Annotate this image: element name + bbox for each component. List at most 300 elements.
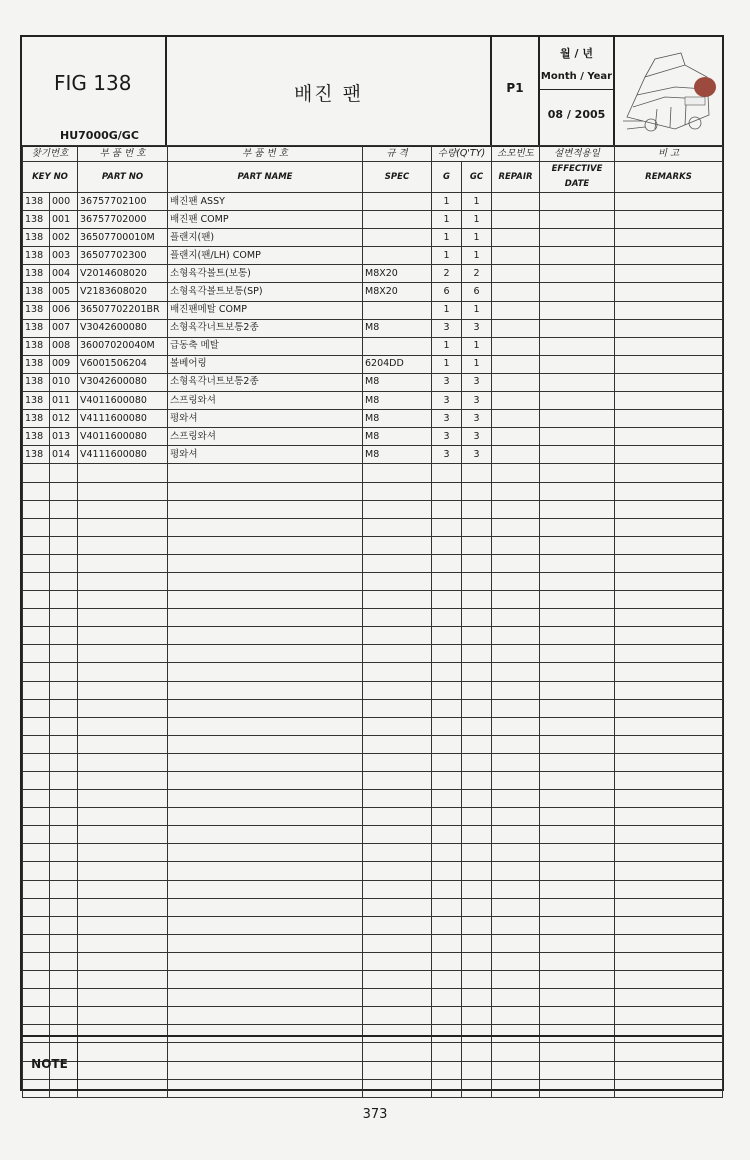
cell-part: V6001506204 bbox=[78, 355, 168, 373]
cell-empty bbox=[492, 518, 540, 536]
cell-fig bbox=[23, 772, 50, 790]
cell-gc: 1 bbox=[462, 337, 492, 355]
blank-row bbox=[23, 518, 723, 536]
cell-name bbox=[168, 916, 363, 934]
cell-part bbox=[78, 500, 168, 518]
table-row bbox=[23, 301, 723, 319]
cell-gc: 1 bbox=[462, 211, 492, 229]
cell-spec bbox=[363, 211, 432, 229]
cell-empty bbox=[540, 844, 615, 862]
cell-fig bbox=[23, 591, 50, 609]
cell-key bbox=[50, 572, 78, 590]
cell-g: 3 bbox=[432, 319, 462, 337]
blank-row bbox=[23, 971, 723, 989]
cell-key: 001 bbox=[50, 211, 78, 229]
cell-empty bbox=[540, 500, 615, 518]
cell-empty bbox=[492, 627, 540, 645]
cell-spec bbox=[363, 663, 432, 681]
cell-gc bbox=[462, 916, 492, 934]
cell-g bbox=[432, 735, 462, 753]
cell-part: 36757702000 bbox=[78, 211, 168, 229]
cell-fig bbox=[23, 753, 50, 771]
cell-empty bbox=[492, 392, 540, 410]
cell-spec bbox=[363, 627, 432, 645]
cell-fig bbox=[23, 826, 50, 844]
cell-empty bbox=[540, 193, 615, 211]
cell-empty bbox=[615, 211, 723, 229]
col-eff-kr: 설변적용일 bbox=[540, 146, 615, 162]
cell-key bbox=[50, 808, 78, 826]
cell-g bbox=[432, 482, 462, 500]
cell-empty bbox=[492, 772, 540, 790]
cell-g bbox=[432, 989, 462, 1007]
cell-key: 002 bbox=[50, 229, 78, 247]
cell-key bbox=[50, 591, 78, 609]
cell-key bbox=[50, 971, 78, 989]
cell-empty bbox=[540, 663, 615, 681]
cell-name bbox=[168, 971, 363, 989]
cell-spec: M8 bbox=[363, 446, 432, 464]
blank-row bbox=[23, 591, 723, 609]
cell-gc bbox=[462, 862, 492, 880]
title-cell bbox=[167, 37, 492, 145]
cell-name: 배진팬메탈 COMP bbox=[168, 301, 363, 319]
cell-empty bbox=[615, 808, 723, 826]
cell-empty bbox=[492, 536, 540, 554]
cell-key bbox=[50, 482, 78, 500]
cell-g bbox=[432, 971, 462, 989]
cell-fig bbox=[23, 880, 50, 898]
cell-empty bbox=[615, 265, 723, 283]
cell-part: 36507702300 bbox=[78, 247, 168, 265]
cell-empty bbox=[615, 355, 723, 373]
cell-gc bbox=[462, 518, 492, 536]
cell-gc bbox=[462, 464, 492, 482]
cell-empty bbox=[540, 971, 615, 989]
cell-spec bbox=[363, 699, 432, 717]
cell-empty bbox=[615, 337, 723, 355]
blank-row bbox=[23, 880, 723, 898]
cell-fig bbox=[23, 627, 50, 645]
cell-gc bbox=[462, 717, 492, 735]
cell-empty bbox=[492, 898, 540, 916]
col-eff-en: EFFECTIVE DATE bbox=[540, 162, 615, 193]
cell-empty bbox=[492, 916, 540, 934]
cell-part: V4111600080 bbox=[78, 410, 168, 428]
col-partno-kr: 부 품 번 호 bbox=[78, 146, 168, 162]
cell-fig: 138 bbox=[23, 265, 50, 283]
cell-gc bbox=[462, 898, 492, 916]
cell-key bbox=[50, 989, 78, 1007]
cell-part bbox=[78, 591, 168, 609]
cell-empty bbox=[492, 989, 540, 1007]
cell-spec bbox=[363, 790, 432, 808]
cell-key bbox=[50, 681, 78, 699]
cell-part bbox=[78, 699, 168, 717]
cell-empty bbox=[492, 808, 540, 826]
cell-empty bbox=[615, 283, 723, 301]
cell-fig bbox=[23, 482, 50, 500]
cell-empty bbox=[492, 283, 540, 301]
page-code: P1 bbox=[506, 81, 524, 95]
cell-part bbox=[78, 772, 168, 790]
cell-empty bbox=[615, 717, 723, 735]
cell-part: V4011600080 bbox=[78, 392, 168, 410]
page-title: 배진 팬 bbox=[293, 83, 364, 105]
cell-key bbox=[50, 627, 78, 645]
cell-empty bbox=[540, 808, 615, 826]
cell-empty bbox=[492, 753, 540, 771]
cell-empty bbox=[540, 880, 615, 898]
cell-empty bbox=[540, 772, 615, 790]
cell-g: 1 bbox=[432, 355, 462, 373]
col-partno-en: PART NO bbox=[78, 162, 168, 193]
cell-part: 36507702201BR bbox=[78, 301, 168, 319]
cell-empty bbox=[492, 410, 540, 428]
cell-gc bbox=[462, 663, 492, 681]
cell-empty bbox=[615, 753, 723, 771]
cell-part bbox=[78, 518, 168, 536]
cell-empty bbox=[615, 229, 723, 247]
cell-name bbox=[168, 735, 363, 753]
cell-key bbox=[50, 898, 78, 916]
cell-empty bbox=[615, 844, 723, 862]
cell-fig bbox=[23, 572, 50, 590]
table-row bbox=[23, 211, 723, 229]
cell-key bbox=[50, 753, 78, 771]
cell-empty bbox=[492, 934, 540, 952]
cell-g bbox=[432, 808, 462, 826]
cell-empty bbox=[492, 591, 540, 609]
cell-empty bbox=[540, 609, 615, 627]
cell-empty bbox=[615, 1007, 723, 1025]
cell-name: 배진팬 ASSY bbox=[168, 193, 363, 211]
col-qty-gc: GC bbox=[462, 162, 492, 193]
cell-empty bbox=[540, 572, 615, 590]
col-spec-kr: 규 격 bbox=[363, 146, 432, 162]
blank-row bbox=[23, 627, 723, 645]
cell-gc: 3 bbox=[462, 392, 492, 410]
cell-empty bbox=[540, 518, 615, 536]
cell-fig bbox=[23, 717, 50, 735]
cell-fig bbox=[23, 808, 50, 826]
cell-empty bbox=[540, 428, 615, 446]
cell-empty bbox=[540, 319, 615, 337]
cell-empty bbox=[492, 247, 540, 265]
cell-gc bbox=[462, 609, 492, 627]
cell-spec: M8 bbox=[363, 428, 432, 446]
cell-empty bbox=[615, 193, 723, 211]
cell-key bbox=[50, 609, 78, 627]
cell-empty bbox=[615, 591, 723, 609]
cell-name bbox=[168, 1007, 363, 1025]
cell-part: V3042600080 bbox=[78, 319, 168, 337]
cell-empty bbox=[492, 862, 540, 880]
blank-row bbox=[23, 916, 723, 934]
cell-key bbox=[50, 518, 78, 536]
cell-g bbox=[432, 518, 462, 536]
cell-part: V4111600080 bbox=[78, 446, 168, 464]
cell-part bbox=[78, 916, 168, 934]
cell-empty bbox=[615, 482, 723, 500]
cell-g: 1 bbox=[432, 229, 462, 247]
cell-empty bbox=[540, 211, 615, 229]
cell-fig: 138 bbox=[23, 446, 50, 464]
cell-empty bbox=[540, 554, 615, 572]
cell-key bbox=[50, 862, 78, 880]
cell-gc: 3 bbox=[462, 373, 492, 391]
blank-row bbox=[23, 645, 723, 663]
cell-fig: 138 bbox=[23, 392, 50, 410]
month-year-label-en: Month / Year bbox=[540, 71, 613, 82]
cell-name bbox=[168, 645, 363, 663]
cell-gc: 3 bbox=[462, 428, 492, 446]
cell-spec bbox=[363, 753, 432, 771]
blank-row bbox=[23, 1007, 723, 1025]
sheet-header bbox=[22, 37, 722, 147]
cell-part bbox=[78, 952, 168, 970]
blank-row bbox=[23, 898, 723, 916]
cell-name bbox=[168, 790, 363, 808]
blank-row bbox=[23, 790, 723, 808]
page-cell bbox=[492, 37, 540, 145]
cell-g bbox=[432, 699, 462, 717]
cell-fig bbox=[23, 518, 50, 536]
cell-name bbox=[168, 572, 363, 590]
cell-empty bbox=[492, 880, 540, 898]
cell-empty bbox=[540, 989, 615, 1007]
cell-spec bbox=[363, 898, 432, 916]
cell-spec bbox=[363, 572, 432, 590]
cell-name: 플랜지(팬) bbox=[168, 229, 363, 247]
table-row bbox=[23, 373, 723, 391]
table-row bbox=[23, 283, 723, 301]
cell-spec bbox=[363, 301, 432, 319]
cell-empty bbox=[540, 373, 615, 391]
col-repair-kr: 소모빈도 bbox=[492, 146, 540, 162]
cell-part: V2014608020 bbox=[78, 265, 168, 283]
cell-empty bbox=[540, 355, 615, 373]
cell-spec bbox=[363, 464, 432, 482]
col-key-en: KEY NO bbox=[23, 162, 78, 193]
cell-key: 008 bbox=[50, 337, 78, 355]
cell-empty bbox=[492, 373, 540, 391]
cell-empty bbox=[492, 663, 540, 681]
cell-empty bbox=[540, 627, 615, 645]
cell-g bbox=[432, 790, 462, 808]
cell-name bbox=[168, 717, 363, 735]
cell-empty bbox=[540, 536, 615, 554]
cell-empty bbox=[492, 645, 540, 663]
cell-key bbox=[50, 735, 78, 753]
cell-gc bbox=[462, 645, 492, 663]
cell-fig bbox=[23, 536, 50, 554]
cell-name bbox=[168, 862, 363, 880]
month-year-label-kr: 월 / 년 bbox=[560, 47, 593, 60]
cell-gc bbox=[462, 952, 492, 970]
cell-g: 2 bbox=[432, 265, 462, 283]
cell-empty bbox=[492, 554, 540, 572]
cell-key: 013 bbox=[50, 428, 78, 446]
cell-empty bbox=[615, 392, 723, 410]
cell-g bbox=[432, 627, 462, 645]
cell-gc: 1 bbox=[462, 355, 492, 373]
cell-fig: 138 bbox=[23, 337, 50, 355]
cell-empty bbox=[492, 609, 540, 627]
cell-name: 스프링와셔 bbox=[168, 428, 363, 446]
cell-g bbox=[432, 464, 462, 482]
cell-g bbox=[432, 862, 462, 880]
cell-fig bbox=[23, 681, 50, 699]
cell-empty bbox=[615, 428, 723, 446]
cell-fig: 138 bbox=[23, 410, 50, 428]
table-row bbox=[23, 428, 723, 446]
cell-spec: M8 bbox=[363, 392, 432, 410]
cell-part bbox=[78, 482, 168, 500]
cell-spec bbox=[363, 536, 432, 554]
cell-gc: 1 bbox=[462, 301, 492, 319]
cell-key: 010 bbox=[50, 373, 78, 391]
cell-spec bbox=[363, 681, 432, 699]
cell-key: 004 bbox=[50, 265, 78, 283]
cell-part: 36757702100 bbox=[78, 193, 168, 211]
cell-fig: 138 bbox=[23, 229, 50, 247]
cell-g bbox=[432, 645, 462, 663]
cell-spec bbox=[363, 247, 432, 265]
model-name: HU7000G/GC bbox=[60, 129, 139, 142]
cell-spec bbox=[363, 862, 432, 880]
cell-key bbox=[50, 717, 78, 735]
cell-empty bbox=[615, 319, 723, 337]
cell-key bbox=[50, 826, 78, 844]
cell-gc bbox=[462, 808, 492, 826]
table-row bbox=[23, 265, 723, 283]
cell-spec bbox=[363, 916, 432, 934]
cell-empty bbox=[540, 717, 615, 735]
cell-spec: M8 bbox=[363, 373, 432, 391]
cell-part bbox=[78, 717, 168, 735]
cell-g bbox=[432, 500, 462, 518]
cell-empty bbox=[615, 609, 723, 627]
cell-empty bbox=[540, 699, 615, 717]
cell-name bbox=[168, 699, 363, 717]
cell-gc: 3 bbox=[462, 410, 492, 428]
cell-empty bbox=[615, 373, 723, 391]
cell-g bbox=[432, 591, 462, 609]
cell-name bbox=[168, 880, 363, 898]
cell-empty bbox=[492, 572, 540, 590]
cell-name bbox=[168, 554, 363, 572]
note-section bbox=[22, 1035, 722, 1091]
cell-gc bbox=[462, 735, 492, 753]
cell-fig bbox=[23, 971, 50, 989]
cell-key: 014 bbox=[50, 446, 78, 464]
cell-spec: M8 bbox=[363, 410, 432, 428]
cell-empty bbox=[540, 916, 615, 934]
table-row bbox=[23, 319, 723, 337]
cell-g bbox=[432, 1007, 462, 1025]
cell-gc: 1 bbox=[462, 193, 492, 211]
cell-key: 012 bbox=[50, 410, 78, 428]
table-header-en bbox=[23, 162, 723, 193]
cell-spec bbox=[363, 1007, 432, 1025]
cell-name bbox=[168, 826, 363, 844]
cell-name: 평와셔 bbox=[168, 446, 363, 464]
table-row bbox=[23, 229, 723, 247]
cell-gc bbox=[462, 572, 492, 590]
cell-key: 007 bbox=[50, 319, 78, 337]
cell-fig bbox=[23, 609, 50, 627]
blank-row bbox=[23, 717, 723, 735]
cell-empty bbox=[615, 627, 723, 645]
cell-spec bbox=[363, 482, 432, 500]
cell-spec bbox=[363, 989, 432, 1007]
illustration-cell bbox=[615, 37, 722, 145]
cell-gc bbox=[462, 699, 492, 717]
cell-name bbox=[168, 609, 363, 627]
col-qty-kr: 수량(Q'TY) bbox=[432, 146, 492, 162]
table-row bbox=[23, 193, 723, 211]
cell-g: 1 bbox=[432, 337, 462, 355]
cell-spec bbox=[363, 554, 432, 572]
cell-key bbox=[50, 645, 78, 663]
cell-g bbox=[432, 609, 462, 627]
cell-name bbox=[168, 844, 363, 862]
cell-name bbox=[168, 808, 363, 826]
cell-fig bbox=[23, 1007, 50, 1025]
cell-empty bbox=[540, 283, 615, 301]
cell-name: 소형육각너트보통2종 bbox=[168, 319, 363, 337]
cell-fig bbox=[23, 663, 50, 681]
cell-gc bbox=[462, 826, 492, 844]
cell-empty bbox=[540, 464, 615, 482]
cell-empty bbox=[492, 681, 540, 699]
cell-name: 소형육각너트보통2종 bbox=[168, 373, 363, 391]
fig-cell bbox=[22, 37, 167, 145]
cell-key bbox=[50, 536, 78, 554]
cell-gc bbox=[462, 989, 492, 1007]
cell-empty bbox=[492, 428, 540, 446]
cell-empty bbox=[492, 229, 540, 247]
cell-spec bbox=[363, 772, 432, 790]
table-row bbox=[23, 355, 723, 373]
cell-g: 3 bbox=[432, 428, 462, 446]
cell-g bbox=[432, 952, 462, 970]
cell-name: 평와셔 bbox=[168, 410, 363, 428]
cell-fig bbox=[23, 898, 50, 916]
cell-gc: 3 bbox=[462, 319, 492, 337]
cell-name: 소형육각볼트(보통) bbox=[168, 265, 363, 283]
cell-spec bbox=[363, 609, 432, 627]
cell-fig bbox=[23, 735, 50, 753]
cell-g bbox=[432, 934, 462, 952]
cell-empty bbox=[615, 554, 723, 572]
col-remarks-en: REMARKS bbox=[615, 162, 723, 193]
cell-key bbox=[50, 464, 78, 482]
combine-harvester-illustration bbox=[615, 37, 722, 145]
cell-g bbox=[432, 898, 462, 916]
cell-name: 배진팬 COMP bbox=[168, 211, 363, 229]
cell-empty bbox=[492, 735, 540, 753]
cell-empty bbox=[540, 753, 615, 771]
cell-name bbox=[168, 464, 363, 482]
cell-fig: 138 bbox=[23, 355, 50, 373]
cell-spec bbox=[363, 844, 432, 862]
cell-empty bbox=[540, 735, 615, 753]
cell-part bbox=[78, 826, 168, 844]
cell-empty bbox=[615, 790, 723, 808]
cell-gc bbox=[462, 880, 492, 898]
